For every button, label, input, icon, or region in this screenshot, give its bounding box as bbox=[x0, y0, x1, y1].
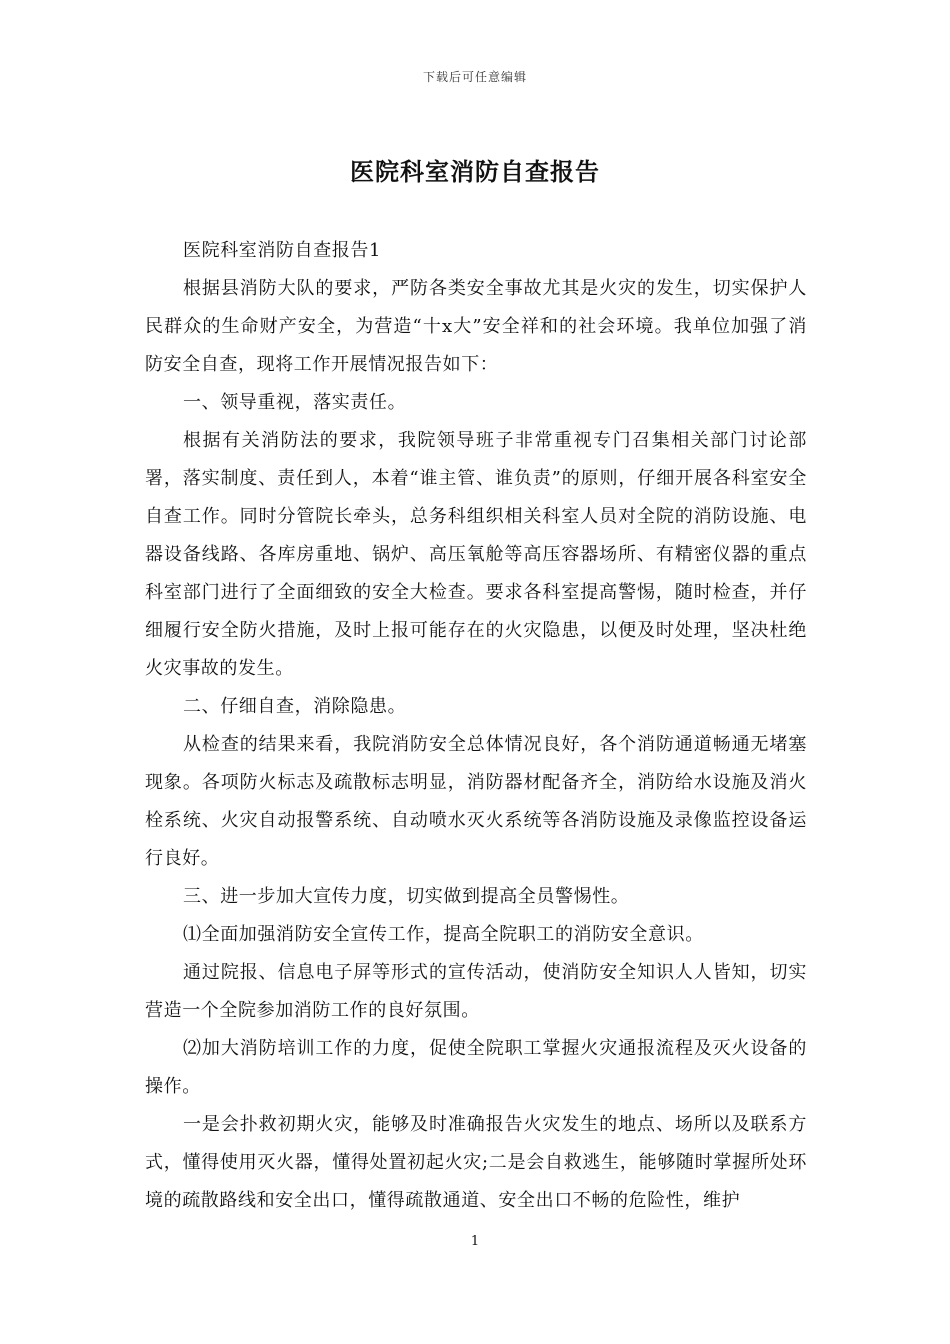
paragraph-intro: 根据县消防大队的要求，严防各类安全事故尤其是火灾的发生，切实保护人民群众的生命财产安全，为营造“十x大”安全祥和的社会环境。我单位加强了消防安全自查，现将工作开展情况报告如下： bbox=[145, 278, 807, 375]
section-heading-3: 三、进一步加大宣传力度，切实做到提高全员警惕性。 bbox=[183, 886, 630, 907]
report-subtitle: 医院科室消防自查报告1 bbox=[183, 240, 382, 261]
page-header-note: 下载后可任意编辑 bbox=[422, 70, 527, 84]
list-item-1: ⑴全面加强消防安全宣传工作，提高全院职工的消防安全意识。 bbox=[183, 924, 704, 945]
paragraph-section-2: 从检查的结果来看，我院消防安全总体情况良好，各个消防通道畅通无堵塞现象。各项防火标志及疏散标志明显，消防器材配备齐全，消防给水设施及消火栓系统、火灾自动报警系统、自动喷水灭火系统等各消防设施及录像监控设备运行良好。 bbox=[145, 734, 807, 869]
section-heading-2: 二、仔细自查，消除隐患。 bbox=[183, 696, 407, 717]
document-body bbox=[145, 232, 807, 1220]
list-item-2: ⑵加大消防培训工作的力度，促使全院职工掌握火灾通报流程及灭火设备的操作。 bbox=[145, 1038, 807, 1097]
paragraph-section-1: 根据有关消防法的要求，我院领导班子非常重视专门召集相关部门讨论部署，落实制度、责任到人，本着“谁主管、谁负责”的原则，仔细开展各科室安全自查工作。同时分管院长牵头，总务科组织相关科室人员对全院的消防设施、电器设备线路、各库房重地、锅炉、高压氧舱等高压容器场所、有精密仪器的重点科室部门进行了全面细致的安全大检查。要求各科室提高警惕，随时检查，并仔细履行安全防火措施，及时上报可能存在的火灾隐患，以便及时处理，坚决杜绝火灾事故的发生。 bbox=[145, 430, 807, 679]
paragraph-list-item-1: 通过院报、信息电子屏等形式的宣传活动，使消防安全知识人人皆知，切实营造一个全院参加消防工作的良好氛围。 bbox=[145, 962, 807, 1021]
page-number: 1 bbox=[470, 1234, 480, 1249]
document-title: 医院科室消防自查报告 bbox=[350, 157, 600, 186]
section-heading-1: 一、领导重视，落实责任。 bbox=[183, 392, 407, 413]
paragraph-list-item-2: 一是会扑救初期火灾，能够及时准确报告火灾发生的地点、场所以及联系方式，懂得使用灭火器，懂得处置初起火灾;二是会自救逃生，能够随时掌握所处环境的疏散路线和安全出口，懂得疏散通道、安全出口不畅的危险性，维护 bbox=[145, 1114, 807, 1211]
